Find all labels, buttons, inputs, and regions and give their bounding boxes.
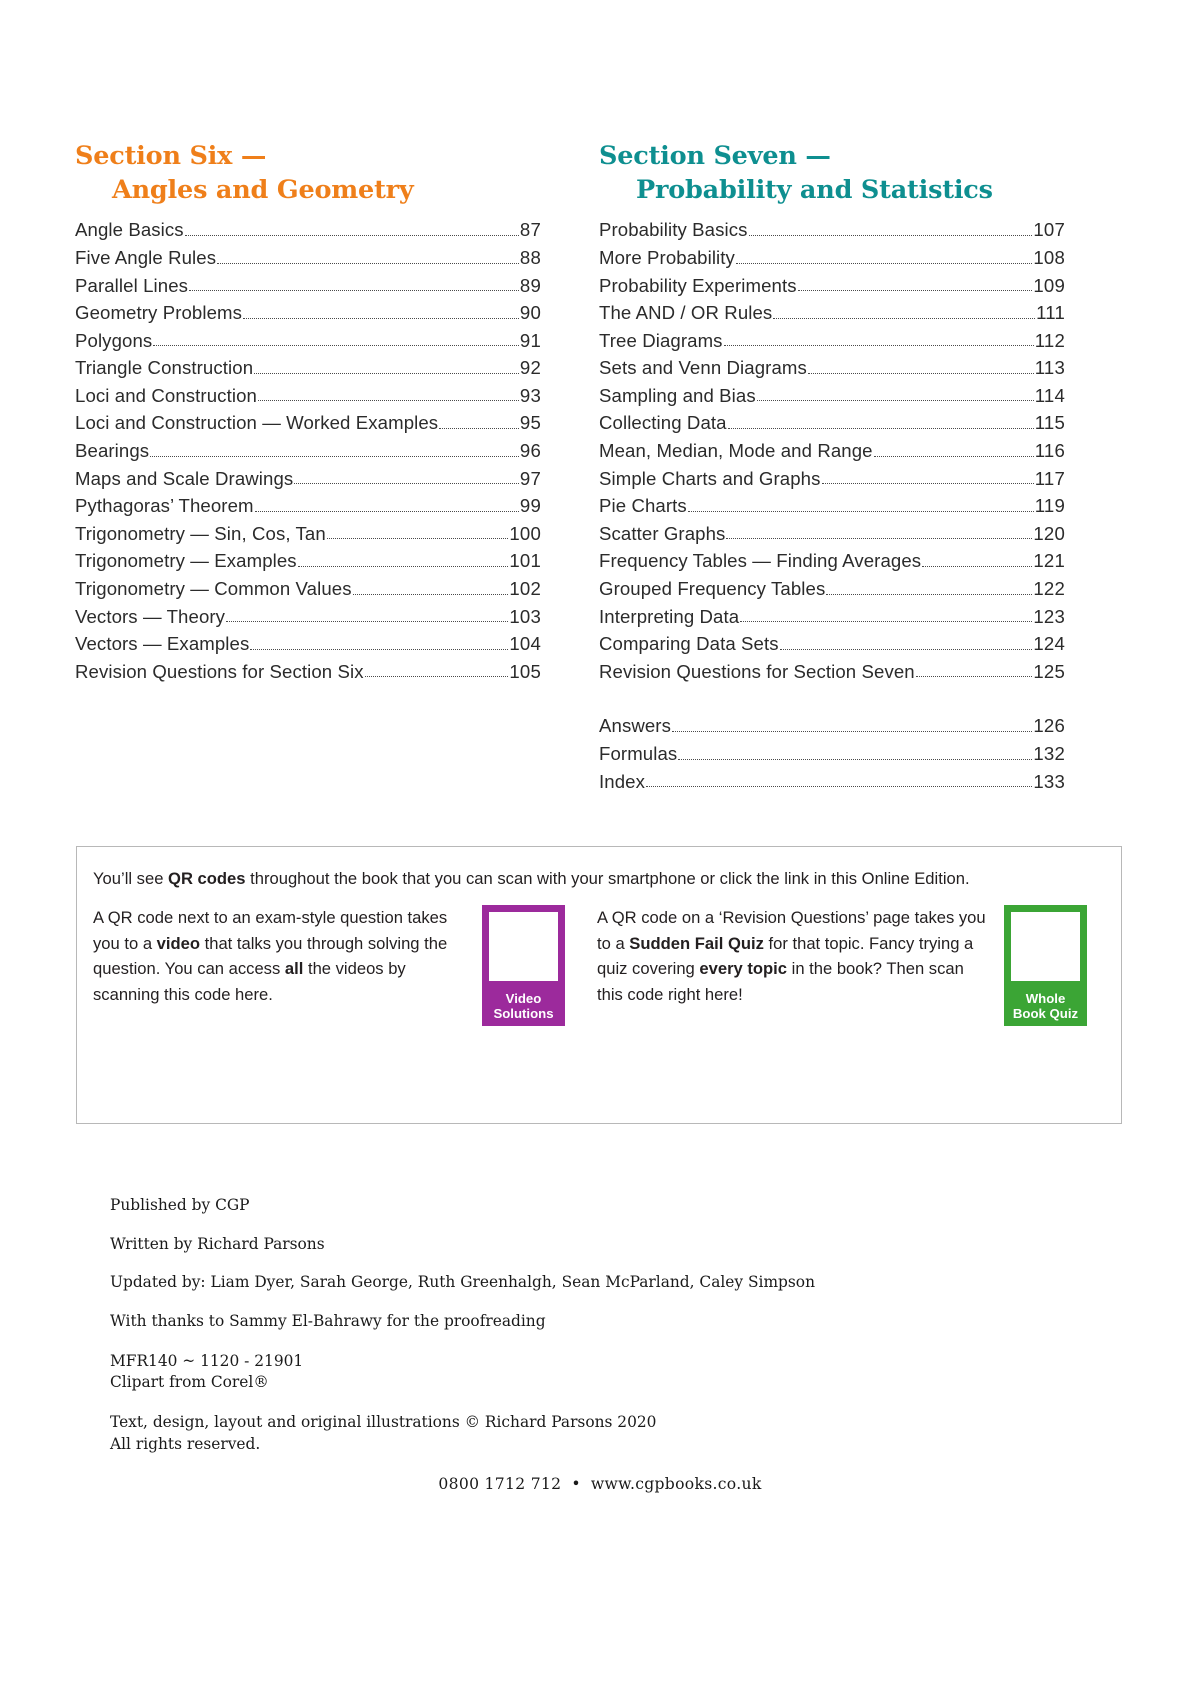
- back-matter-entry-list: [599, 712, 1065, 795]
- section-seven-heading-line1: Section Seven —: [599, 141, 831, 171]
- toc-entry-page: 105: [509, 660, 541, 682]
- qr-text-part-bold: video: [156, 933, 200, 953]
- toc-entry[interactable]: [599, 327, 1065, 355]
- section-seven-heading: [599, 140, 1065, 207]
- toc-entry-title: Maps and Scale Drawings: [75, 467, 294, 489]
- imprint-block: [110, 1196, 1010, 1474]
- section-six-heading-line1: Section Six —: [75, 141, 267, 171]
- toc-leader-dots: [258, 387, 519, 405]
- toc-entry-title: Interpreting Data: [599, 605, 740, 627]
- toc-entry[interactable]: [599, 547, 1065, 575]
- imprint-product-code: MFR140 ~ 1120 - 21901: [110, 1351, 304, 1370]
- toc-leader-dots: [780, 636, 1033, 654]
- toc-entry-page: 124: [1033, 633, 1065, 655]
- toc-entry[interactable]: [599, 520, 1065, 548]
- qr-text-part: the videos by scanning this code here.: [93, 959, 406, 1004]
- toc-entry[interactable]: [75, 520, 541, 548]
- toc-entry[interactable]: [599, 299, 1065, 327]
- toc-leader-dots: [365, 663, 509, 681]
- qr-card-label-line1: Video: [505, 991, 542, 1006]
- toc-entry-title: Tree Diagrams: [599, 329, 723, 351]
- qr-card-label-video-solutions: [482, 988, 565, 1026]
- table-of-contents: [75, 140, 1125, 795]
- toc-entry-page: 100: [509, 522, 541, 544]
- toc-leader-dots: [217, 250, 519, 268]
- toc-leader-dots: [255, 498, 519, 516]
- toc-entry[interactable]: [75, 658, 541, 686]
- qr-card-video-solutions[interactable]: [482, 905, 565, 1026]
- qr-card-label-line2: Book Quiz: [1012, 1006, 1079, 1021]
- toc-entry-page: 104: [509, 633, 541, 655]
- qr-text-part-bold: Sudden Fail Quiz: [629, 933, 764, 953]
- qr-block-video-solutions: [93, 905, 565, 1026]
- qr-code-icon-video-solutions[interactable]: [482, 905, 565, 988]
- toc-entry-title: Trigonometry — Sin, Cos, Tan: [75, 522, 326, 544]
- toc-entry[interactable]: [599, 465, 1065, 493]
- toc-leader-dots: [226, 608, 508, 626]
- toc-entry-title: Frequency Tables — Finding Averages: [599, 550, 922, 572]
- toc-leader-dots: [808, 360, 1034, 378]
- toc-entry-page: 92: [519, 357, 541, 379]
- qr-text-part: in the book? Then scan this code right here!: [597, 959, 964, 1004]
- imprint-copyright: Text, design, layout and original illustrations © Richard Parsons 2020: [110, 1413, 657, 1432]
- toc-entry-page: 97: [519, 467, 541, 489]
- toc-entry-page: 125: [1033, 660, 1065, 682]
- toc-entry-title: The AND / OR Rules: [599, 302, 773, 324]
- toc-entry[interactable]: [75, 630, 541, 658]
- toc-entry-title: Revision Questions for Section Six: [75, 660, 364, 682]
- toc-leader-dots: [185, 222, 519, 240]
- toc-entry-title: Index: [599, 770, 645, 792]
- toc-entry-page: 112: [1034, 329, 1065, 351]
- toc-entry-title: Triangle Construction: [75, 357, 254, 379]
- toc-entry[interactable]: [599, 492, 1065, 520]
- toc-entry[interactable]: [599, 272, 1065, 300]
- toc-entry[interactable]: [599, 575, 1065, 603]
- toc-entry-page: 87: [519, 219, 541, 241]
- toc-entry-page: 99: [519, 495, 541, 517]
- toc-entry[interactable]: [75, 465, 541, 493]
- toc-entry-title: Loci and Construction — Worked Examples: [75, 412, 439, 434]
- toc-entry-page: 119: [1034, 495, 1065, 517]
- toc-entry[interactable]: [75, 409, 541, 437]
- toc-entry-page: 103: [509, 605, 541, 627]
- toc-entry[interactable]: [75, 216, 541, 244]
- toc-leader-dots: [798, 277, 1033, 295]
- toc-entry-title: Comparing Data Sets: [599, 633, 779, 655]
- qr-intro-before: You’ll see: [93, 869, 169, 888]
- toc-entry-page: 102: [509, 578, 541, 600]
- toc-leader-dots: [826, 581, 1032, 599]
- toc-entry[interactable]: [599, 658, 1065, 686]
- toc-column-section-seven: [599, 140, 1065, 795]
- toc-leader-dots: [757, 387, 1034, 405]
- toc-entry-title: Loci and Construction: [75, 384, 257, 406]
- toc-entry-page: 108: [1033, 246, 1065, 268]
- toc-entry-title: Trigonometry — Common Values: [75, 578, 352, 600]
- section-six-heading-line2: Angles and Geometry: [112, 174, 414, 205]
- toc-leader-dots: [678, 746, 1032, 764]
- qr-card-label-line1: Whole: [1025, 991, 1066, 1006]
- toc-entry[interactable]: [75, 437, 541, 465]
- toc-entry-title: Simple Charts and Graphs: [599, 467, 821, 489]
- toc-entry-title: Polygons: [75, 329, 153, 351]
- qr-text-part: for that topic. Fancy trying a quiz covering: [597, 933, 974, 979]
- toc-leader-dots: [916, 663, 1033, 681]
- toc-leader-dots: [439, 415, 519, 433]
- toc-entry-page: 101: [509, 550, 541, 572]
- toc-entry[interactable]: [75, 382, 541, 410]
- toc-leader-dots: [922, 553, 1032, 571]
- footer-phone: 0800 1712 712: [438, 1475, 562, 1493]
- toc-leader-dots: [672, 718, 1032, 736]
- toc-leader-dots: [740, 608, 1032, 626]
- toc-entry-title: Vectors — Theory: [75, 605, 226, 627]
- toc-entry-page: 122: [1033, 578, 1065, 600]
- toc-entry-page: 96: [519, 440, 541, 462]
- toc-leader-dots: [736, 250, 1032, 268]
- toc-entry-page: 88: [519, 246, 541, 268]
- toc-entry[interactable]: [599, 603, 1065, 631]
- toc-entry-page: 113: [1034, 357, 1065, 379]
- toc-entry-title: Sampling and Bias: [599, 384, 756, 406]
- qr-card-label-line2: Solutions: [493, 1006, 554, 1021]
- toc-entry-title: Vectors — Examples: [75, 633, 250, 655]
- toc-entry[interactable]: [75, 547, 541, 575]
- toc-entry-page: 123: [1033, 605, 1065, 627]
- toc-entry[interactable]: [75, 299, 541, 327]
- qr-text-part-bold: every topic: [699, 959, 788, 979]
- toc-entry-title: Scatter Graphs: [599, 522, 726, 544]
- toc-leader-dots: [294, 470, 519, 488]
- toc-leader-dots: [749, 222, 1033, 240]
- imprint-published: Published by CGP: [110, 1196, 250, 1214]
- toc-entry[interactable]: [75, 492, 541, 520]
- toc-leader-dots: [298, 553, 509, 571]
- toc-entry-title: Pie Charts: [599, 495, 687, 517]
- toc-entry-title: Geometry Problems: [75, 302, 243, 324]
- toc-entry-title: Parallel Lines: [75, 274, 189, 296]
- toc-leader-dots: [646, 773, 1032, 791]
- toc-entry-page: 95: [519, 412, 541, 434]
- qr-text-part: A QR code next to an exam-style question takes you to a: [93, 908, 448, 953]
- imprint-thanks: With thanks to Sammy El-Bahrawy for the proofreading: [110, 1312, 546, 1331]
- qr-quiz-description: [597, 905, 992, 1007]
- toc-entry-page: 89: [519, 274, 541, 296]
- toc-entry-page: 107: [1033, 219, 1065, 241]
- toc-entry-page: 90: [519, 302, 541, 324]
- toc-entry[interactable]: [75, 327, 541, 355]
- qr-intro-after: throughout the book that you can scan with your smartphone or click the link in this Online Edition.: [245, 869, 970, 888]
- qr-text-part: that talks you through solving the question. You can access: [93, 933, 448, 979]
- toc-leader-dots: [728, 415, 1034, 433]
- toc-entry-title: Probability Basics: [599, 219, 748, 241]
- toc-spacer: [599, 685, 1065, 712]
- qr-columns: [93, 905, 1107, 1026]
- toc-entry-page: 114: [1034, 384, 1065, 406]
- toc-entry[interactable]: [75, 272, 541, 300]
- toc-entry[interactable]: [599, 409, 1065, 437]
- footer-separator: •: [571, 1475, 581, 1493]
- toc-entry-page: 132: [1033, 743, 1065, 764]
- qr-text-part: A QR code on a ‘Revision Questions’ page takes you to a: [597, 908, 986, 953]
- toc-entry-page: 109: [1033, 274, 1065, 296]
- toc-entry-title: Trigonometry — Examples: [75, 550, 297, 572]
- toc-entry-title: Bearings: [75, 440, 150, 462]
- toc-leader-dots: [250, 636, 508, 654]
- toc-entry-page: 117: [1034, 467, 1065, 489]
- toc-entry[interactable]: [599, 768, 1065, 796]
- toc-leader-dots: [353, 581, 509, 599]
- imprint-clipart: Clipart from Corel®: [110, 1373, 269, 1392]
- toc-leader-dots: [726, 525, 1032, 543]
- toc-entry-page: 115: [1034, 412, 1065, 434]
- toc-entry[interactable]: [75, 603, 541, 631]
- imprint-rights-reserved: All rights reserved.: [110, 1434, 261, 1453]
- toc-entry-title: Formulas: [599, 743, 678, 764]
- qr-text-part-bold: all: [284, 959, 304, 979]
- section-seven-heading-line2: Probability and Statistics: [636, 174, 993, 205]
- toc-entry[interactable]: [599, 437, 1065, 465]
- toc-entry-page: 126: [1033, 715, 1065, 737]
- qr-block-whole-book-quiz: [597, 905, 1087, 1026]
- footer-website[interactable]: www.cgpbooks.co.uk: [590, 1475, 762, 1493]
- toc-leader-dots: [254, 360, 519, 378]
- toc-entry-title: Probability Experiments: [599, 274, 797, 296]
- toc-entry-title: Revision Questions for Section Seven: [599, 660, 915, 682]
- toc-leader-dots: [189, 277, 519, 295]
- toc-entry-page: 116: [1034, 440, 1065, 462]
- toc-entry-page: 133: [1033, 770, 1065, 792]
- toc-leader-dots: [874, 443, 1034, 461]
- toc-entry-page: 120: [1033, 522, 1065, 544]
- imprint-copyright-block: [110, 1412, 1010, 1455]
- toc-entry-page: 93: [519, 384, 541, 406]
- toc-leader-dots: [724, 332, 1034, 350]
- toc-entry[interactable]: [599, 216, 1065, 244]
- page-footer: [0, 1475, 1200, 1493]
- imprint-written-by: Written by Richard Parsons: [110, 1234, 325, 1253]
- toc-entry[interactable]: [75, 244, 541, 272]
- toc-leader-dots: [153, 332, 519, 350]
- toc-entry-title: More Probability: [599, 246, 735, 268]
- toc-entry-title: Sets and Venn Diagrams: [599, 357, 807, 379]
- toc-entry[interactable]: [599, 630, 1065, 658]
- toc-entry-title: Pythagoras’ Theorem: [75, 495, 254, 517]
- section-six-heading: [75, 140, 541, 207]
- imprint-updated-by: Updated by: Liam Dyer, Sarah George, Ruth Greenhalgh, Sean McParland, Caley Simpson: [110, 1273, 815, 1292]
- toc-entry-title: Five Angle Rules: [75, 246, 217, 268]
- toc-entry-page: 111: [1036, 302, 1065, 324]
- toc-entry-title: Mean, Median, Mode and Range: [599, 440, 873, 462]
- section-six-entry-list: [75, 216, 541, 685]
- qr-card-label-whole-book-quiz: [1004, 988, 1087, 1026]
- qr-video-description: [93, 905, 470, 1007]
- toc-leader-dots: [150, 443, 519, 461]
- toc-leader-dots: [773, 305, 1035, 323]
- toc-leader-dots: [688, 498, 1034, 516]
- qr-card-whole-book-quiz[interactable]: [1004, 905, 1087, 1026]
- toc-entry-page: 121: [1033, 550, 1065, 572]
- qr-info-box: [76, 846, 1122, 1124]
- toc-entry-title: Angle Basics: [75, 219, 184, 241]
- qr-code-icon-whole-book-quiz[interactable]: [1004, 905, 1087, 988]
- qr-intro-text: [93, 869, 970, 889]
- toc-leader-dots: [822, 470, 1034, 488]
- toc-entry[interactable]: [75, 575, 541, 603]
- toc-entry[interactable]: [599, 354, 1065, 382]
- toc-entry[interactable]: [599, 712, 1065, 740]
- toc-leader-dots: [243, 305, 519, 323]
- imprint-code-block: [110, 1351, 1010, 1394]
- toc-entry[interactable]: [599, 244, 1065, 272]
- toc-entry[interactable]: [599, 740, 1065, 768]
- toc-entry-title: Collecting Data: [599, 412, 727, 434]
- section-seven-entry-list: [599, 216, 1065, 685]
- toc-entry-title: Grouped Frequency Tables: [599, 578, 826, 600]
- qr-intro-bold: QR codes: [168, 869, 246, 888]
- toc-entry-page: 91: [519, 329, 541, 351]
- toc-entry-title: Answers: [599, 715, 671, 737]
- toc-leader-dots: [327, 525, 509, 543]
- toc-entry[interactable]: [599, 382, 1065, 410]
- toc-entry[interactable]: [75, 354, 541, 382]
- toc-column-section-six: [75, 140, 541, 795]
